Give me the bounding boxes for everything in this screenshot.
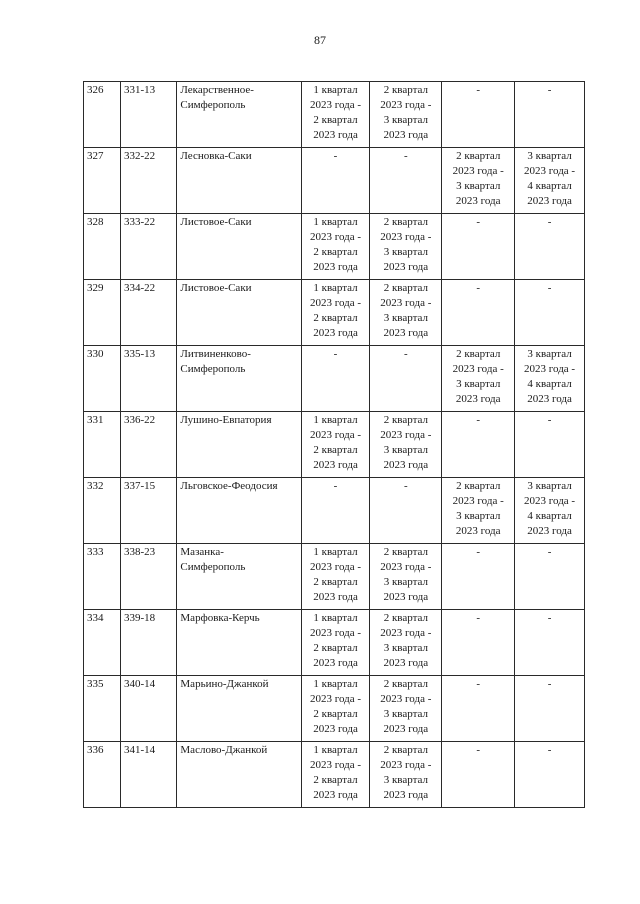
period-cell-3	[442, 280, 515, 346]
period-cell-3	[442, 676, 515, 742]
period-3: 2 квартал 2023 года - 3 квартал 2023 года	[452, 480, 504, 537]
period-2: 2 квартал 2023 года - 3 квартал 2023 года	[380, 414, 432, 471]
period-cell-3	[442, 346, 515, 412]
route-code: 337-15	[123, 480, 156, 492]
route-code: 338-23	[123, 546, 156, 558]
route-name-cell	[177, 742, 301, 808]
route-name: Литвиненково- Симферополь	[180, 348, 251, 375]
route-name: Листовое-Саки	[180, 216, 252, 228]
route-name-cell	[177, 148, 301, 214]
schedule-table	[83, 81, 585, 808]
period-cell-3	[442, 148, 515, 214]
route-name-cell	[177, 346, 301, 412]
period-cell-1	[301, 280, 370, 346]
route-code-cell	[120, 544, 176, 610]
table-row	[84, 478, 585, 544]
row-number: 332	[87, 480, 104, 492]
route-code: 331-13	[123, 84, 156, 96]
period-cell-3	[442, 82, 515, 148]
period-cell-1	[301, 742, 370, 808]
period-3: 2 квартал 2023 года - 3 квартал 2023 года	[452, 348, 504, 405]
period-cell-3	[442, 544, 515, 610]
row-number-cell	[84, 346, 121, 412]
table-row	[84, 412, 585, 478]
period-3: -	[476, 282, 481, 294]
period-1: 1 квартал 2023 года - 2 квартал 2023 года	[309, 744, 362, 801]
route-code: 341-14	[123, 744, 156, 756]
period-3: -	[476, 678, 481, 690]
route-name-cell	[177, 676, 301, 742]
route-name-cell	[177, 544, 301, 610]
route-name: Лесновка-Саки	[180, 150, 252, 162]
period-4: -	[547, 546, 552, 558]
table-row	[84, 82, 585, 148]
period-1: -	[333, 348, 338, 360]
period-2: 2 квартал 2023 года - 3 квартал 2023 года	[380, 678, 432, 735]
table-row	[84, 610, 585, 676]
period-cell-2	[370, 214, 442, 280]
period-3: -	[476, 84, 481, 96]
period-cell-1	[301, 214, 370, 280]
route-name: Марфовка-Керчь	[180, 612, 260, 624]
row-number-cell	[84, 214, 121, 280]
schedule-table-body	[84, 82, 585, 808]
period-cell-2	[370, 610, 442, 676]
period-cell-4	[515, 346, 585, 412]
period-3: -	[476, 744, 481, 756]
row-number: 334	[87, 612, 104, 624]
period-cell-1	[301, 478, 370, 544]
table-row	[84, 280, 585, 346]
route-code: 336-22	[123, 414, 156, 426]
route-name: Льговское-Феодосия	[180, 480, 278, 492]
period-cell-2	[370, 412, 442, 478]
row-number-cell	[84, 280, 121, 346]
period-2: -	[404, 150, 408, 162]
period-cell-2	[370, 742, 442, 808]
period-cell-2	[370, 478, 442, 544]
period-4: -	[547, 612, 552, 624]
route-code-cell	[120, 676, 176, 742]
row-number: 336	[87, 744, 104, 756]
period-cell-1	[301, 82, 370, 148]
period-cell-2	[370, 676, 442, 742]
route-name: Маслово-Джанкой	[180, 744, 268, 756]
period-2: 2 квартал 2023 года - 3 квартал 2023 года	[380, 216, 432, 273]
period-cell-3	[442, 214, 515, 280]
period-cell-1	[301, 610, 370, 676]
row-number: 333	[87, 546, 104, 558]
period-cell-4	[515, 610, 585, 676]
page-number: 87	[314, 33, 326, 47]
period-cell-1	[301, 676, 370, 742]
period-4: -	[547, 216, 552, 228]
period-4: -	[547, 84, 552, 96]
row-number: 329	[87, 282, 104, 294]
route-name-cell	[177, 478, 301, 544]
route-code: 333-22	[123, 216, 156, 228]
period-3: -	[476, 546, 481, 558]
row-number: 328	[87, 216, 104, 228]
route-code: 340-14	[123, 678, 156, 690]
period-1: -	[333, 480, 338, 492]
row-number-cell	[84, 82, 121, 148]
period-cell-2	[370, 544, 442, 610]
table-row	[84, 346, 585, 412]
route-code-cell	[120, 610, 176, 676]
route-code: 334-22	[123, 282, 156, 294]
period-cell-1	[301, 346, 370, 412]
period-1: 1 квартал 2023 года - 2 квартал 2023 года	[309, 678, 362, 735]
period-cell-1	[301, 148, 370, 214]
route-name-cell	[177, 412, 301, 478]
route-code: 335-13	[123, 348, 156, 360]
route-name-cell	[177, 610, 301, 676]
period-cell-4	[515, 82, 585, 148]
route-code-cell	[120, 412, 176, 478]
period-cell-3	[442, 412, 515, 478]
period-cell-2	[370, 148, 442, 214]
period-cell-3	[442, 610, 515, 676]
route-name: Мазанка- Симферополь	[180, 546, 246, 573]
period-4: -	[547, 744, 552, 756]
route-name: Лушино-Евпатория	[180, 414, 272, 426]
route-code-cell	[120, 280, 176, 346]
period-1: 1 квартал 2023 года - 2 квартал 2023 года	[309, 84, 362, 141]
table-row	[84, 544, 585, 610]
table-row	[84, 214, 585, 280]
period-4: -	[547, 678, 552, 690]
period-1: 1 квартал 2023 года - 2 квартал 2023 года	[309, 546, 362, 603]
period-2: 2 квартал 2023 года - 3 квартал 2023 года	[380, 612, 432, 669]
route-code: 339-18	[123, 612, 156, 624]
route-name-cell	[177, 280, 301, 346]
period-cell-2	[370, 346, 442, 412]
period-2: -	[404, 348, 408, 360]
period-cell-4	[515, 544, 585, 610]
route-name: Лекарственное- Симферополь	[180, 84, 254, 111]
period-2: 2 квартал 2023 года - 3 квартал 2023 года	[380, 546, 432, 603]
row-number-cell	[84, 610, 121, 676]
period-1: 1 квартал 2023 года - 2 квартал 2023 года	[309, 612, 362, 669]
table-row	[84, 742, 585, 808]
row-number-cell	[84, 742, 121, 808]
route-code-cell	[120, 214, 176, 280]
period-4: -	[547, 414, 552, 426]
route-code: 332-22	[123, 150, 156, 162]
row-number-cell	[84, 478, 121, 544]
period-cell-3	[442, 478, 515, 544]
route-code-cell	[120, 742, 176, 808]
period-4: 3 квартал 2023 года - 4 квартал 2023 года	[524, 150, 576, 207]
row-number: 327	[87, 150, 104, 162]
route-name: Марьино-Джанкой	[180, 678, 269, 690]
route-code-cell	[120, 478, 176, 544]
period-cell-2	[370, 82, 442, 148]
period-2: 2 квартал 2023 года - 3 квартал 2023 года	[380, 84, 432, 141]
row-number-cell	[84, 412, 121, 478]
period-2: 2 квартал 2023 года - 3 квартал 2023 года	[380, 282, 432, 339]
period-3: -	[476, 414, 481, 426]
period-2: 2 квартал 2023 года - 3 квартал 2023 года	[380, 744, 432, 801]
period-cell-1	[301, 544, 370, 610]
period-4: 3 квартал 2023 года - 4 квартал 2023 года	[524, 480, 576, 537]
route-code-cell	[120, 148, 176, 214]
row-number: 335	[87, 678, 104, 690]
period-cell-4	[515, 742, 585, 808]
period-3: 2 квартал 2023 года - 3 квартал 2023 года	[452, 150, 504, 207]
period-cell-2	[370, 280, 442, 346]
period-1: -	[333, 150, 338, 162]
period-2: -	[404, 480, 408, 492]
period-4: 3 квартал 2023 года - 4 квартал 2023 года	[524, 348, 576, 405]
period-cell-4	[515, 676, 585, 742]
period-1: 1 квартал 2023 года - 2 квартал 2023 года	[309, 282, 362, 339]
table-row	[84, 148, 585, 214]
period-4: -	[547, 282, 552, 294]
row-number: 330	[87, 348, 104, 360]
table-row	[84, 676, 585, 742]
period-3: -	[476, 216, 481, 228]
period-3: -	[476, 612, 481, 624]
row-number-cell	[84, 148, 121, 214]
row-number-cell	[84, 676, 121, 742]
period-cell-4	[515, 148, 585, 214]
route-code-cell	[120, 82, 176, 148]
route-code-cell	[120, 346, 176, 412]
route-name-cell	[177, 214, 301, 280]
route-name: Листовое-Саки	[180, 282, 252, 294]
row-number: 326	[87, 84, 104, 96]
route-name-cell	[177, 82, 301, 148]
period-cell-4	[515, 280, 585, 346]
period-cell-4	[515, 412, 585, 478]
period-cell-3	[442, 742, 515, 808]
period-1: 1 квартал 2023 года - 2 квартал 2023 года	[309, 414, 362, 471]
period-cell-1	[301, 412, 370, 478]
row-number-cell	[84, 544, 121, 610]
period-cell-4	[515, 478, 585, 544]
period-1: 1 квартал 2023 года - 2 квартал 2023 года	[309, 216, 362, 273]
row-number: 331	[87, 414, 104, 426]
period-cell-4	[515, 214, 585, 280]
